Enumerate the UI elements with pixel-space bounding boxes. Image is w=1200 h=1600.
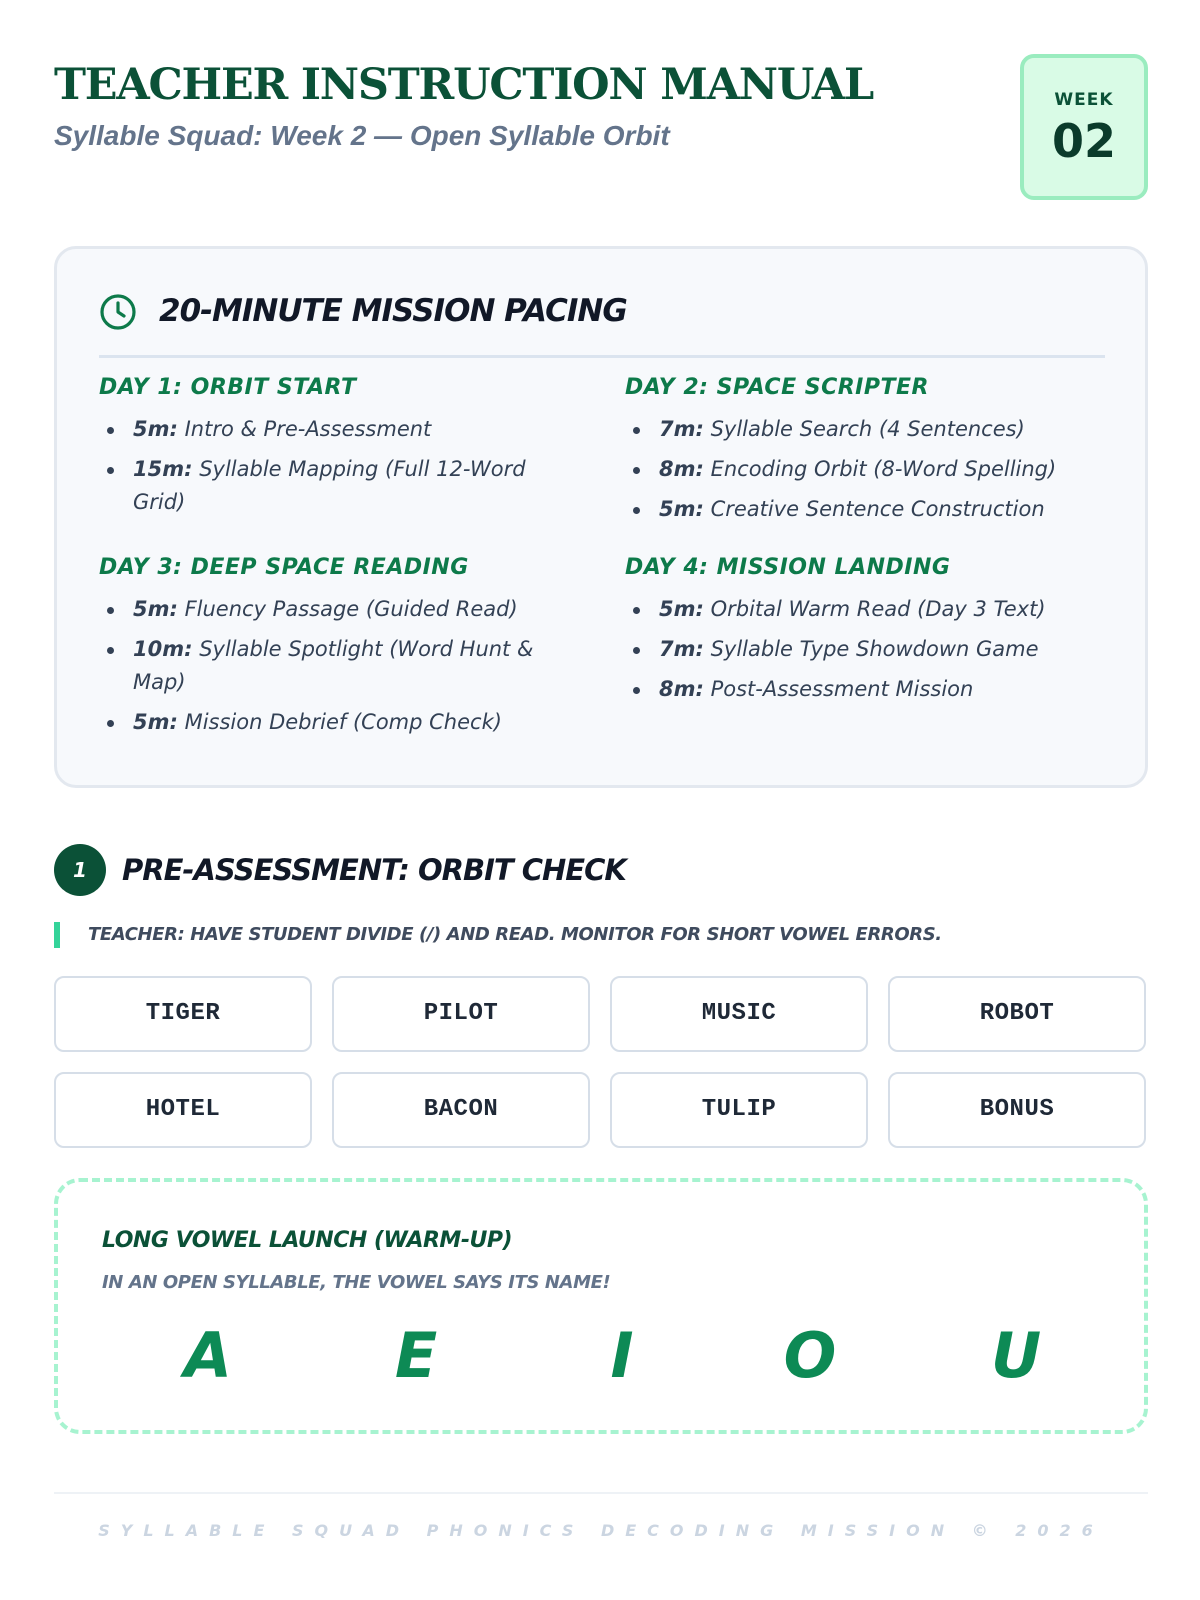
- vowel-letter: I: [610, 1319, 634, 1392]
- item-time: 5m:: [133, 597, 178, 621]
- item-text: Creative Sentence Construction: [703, 497, 1045, 521]
- list-item: [625, 633, 1105, 666]
- list-item: [625, 453, 1105, 486]
- vowel-letter: A: [184, 1319, 232, 1392]
- pacing-header: [99, 293, 1105, 358]
- word-grid: [54, 976, 1148, 1148]
- day-1-block: [99, 373, 579, 526]
- day-title: DAY 4: MISSION LANDING: [625, 555, 951, 580]
- section-heading: [54, 844, 1148, 896]
- item-text: Encoding Orbit (8-Word Spelling): [703, 457, 1057, 481]
- day-title: DAY 2: SPACE SCRIPTER: [625, 375, 929, 400]
- list-item: [99, 593, 579, 626]
- item-text: Syllable Search (4 Sentences): [703, 417, 1025, 441]
- word-card: ROBOT: [888, 976, 1146, 1052]
- item-text: Syllable Mapping (Full 12-Word Grid): [133, 457, 526, 514]
- word-card: MUSIC: [610, 976, 868, 1052]
- list-item: [625, 493, 1105, 526]
- warmup-box: [54, 1178, 1148, 1434]
- clock-icon: [99, 293, 137, 331]
- item-time: 8m:: [659, 677, 704, 701]
- day-2-list: [625, 413, 1105, 526]
- item-time: 5m:: [659, 497, 704, 521]
- day-3-block: [99, 553, 579, 746]
- week-label: WEEK: [1054, 90, 1114, 110]
- list-item: [625, 413, 1105, 446]
- week-badge: [1020, 54, 1148, 200]
- day-title: DAY 1: ORBIT START: [99, 375, 357, 400]
- day-title: DAY 3: DEEP SPACE READING: [99, 555, 469, 580]
- pacing-card: [54, 246, 1148, 788]
- item-text: Orbital Warm Read (Day 3 Text): [703, 597, 1046, 621]
- list-item: [99, 453, 579, 519]
- item-time: 15m:: [133, 457, 193, 481]
- day-2-block: [625, 373, 1105, 533]
- warmup-title: LONG VOWEL LAUNCH (WARM-UP): [102, 1228, 512, 1253]
- item-time: 7m:: [659, 417, 704, 441]
- page-subtitle: Syllable Squad: Week 2 — Open Syllable Orbit: [54, 120, 670, 151]
- vowel-letter: E: [394, 1319, 438, 1392]
- vowel-letter: U: [990, 1319, 1042, 1392]
- item-text: Mission Debrief (Comp Check): [177, 710, 502, 734]
- day-4-list: [625, 593, 1105, 706]
- page-header: [54, 54, 1148, 204]
- item-text: Fluency Passage (Guided Read): [177, 597, 518, 621]
- vowel-row: [138, 1316, 1098, 1396]
- list-item: [99, 706, 579, 739]
- item-time: 5m:: [659, 597, 704, 621]
- word-card: PILOT: [332, 976, 590, 1052]
- section-number-badge: 1: [54, 844, 106, 896]
- item-text: Syllable Type Showdown Game: [703, 637, 1039, 661]
- item-text: Intro & Pre-Assessment: [177, 417, 432, 441]
- vowel-letter: O: [783, 1319, 837, 1392]
- list-item: [625, 673, 1105, 706]
- item-time: 7m:: [659, 637, 704, 661]
- item-time: 8m:: [659, 457, 704, 481]
- pacing-title: 20-MINUTE MISSION PACING: [159, 293, 627, 329]
- item-time: 5m:: [133, 710, 178, 734]
- teacher-note: TEACHER: HAVE STUDENT DIVIDE (/) AND READ. MONITOR FOR SHORT VOWEL ERRORS.: [54, 922, 1148, 948]
- day-3-list: [99, 593, 579, 739]
- word-card: BONUS: [888, 1072, 1146, 1148]
- item-time: 10m:: [133, 637, 193, 661]
- day-4-block: [625, 553, 1105, 713]
- list-item: [625, 593, 1105, 626]
- item-time: 5m:: [133, 417, 178, 441]
- footer-divider: [54, 1492, 1148, 1494]
- warmup-subtitle: IN AN OPEN SYLLABLE, THE VOWEL SAYS ITS NAME!: [102, 1272, 611, 1293]
- word-card: HOTEL: [54, 1072, 312, 1148]
- section-title: PRE-ASSESSMENT: ORBIT CHECK: [122, 853, 626, 887]
- word-card: TIGER: [54, 976, 312, 1052]
- word-card: BACON: [332, 1072, 590, 1148]
- list-item: [99, 413, 579, 446]
- week-number: 02: [1051, 114, 1116, 168]
- page-title: TEACHER INSTRUCTION MANUAL: [54, 60, 874, 110]
- word-card: TULIP: [610, 1072, 868, 1148]
- item-text: Post-Assessment Mission: [703, 677, 974, 701]
- list-item: [99, 633, 579, 699]
- footer-text: SYLLABLE SQUAD PHONICS DECODING MISSION © 2026: [98, 1521, 1104, 1540]
- day-1-list: [99, 413, 579, 519]
- item-text: Syllable Spotlight (Word Hunt & Map): [133, 637, 534, 694]
